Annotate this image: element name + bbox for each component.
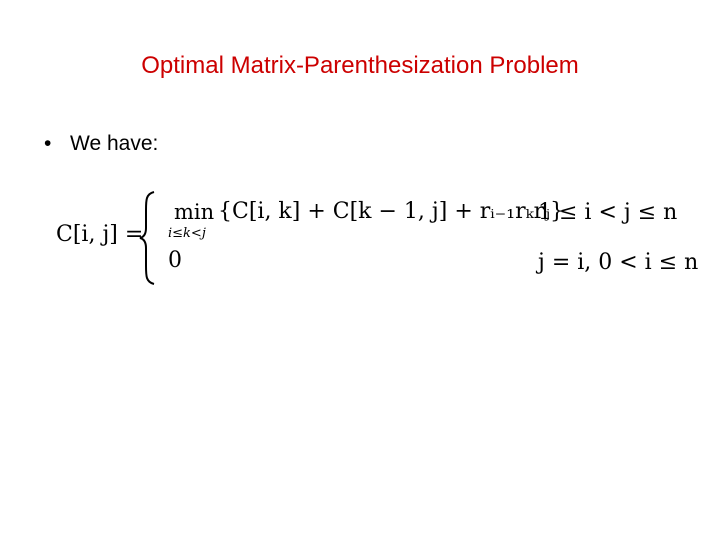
min-subscript: i≤k<j: [168, 226, 206, 241]
case2-condition: j = i, 0 < i ≤ n: [538, 250, 699, 275]
formula-lhs: C[i, j] =: [56, 222, 144, 247]
left-brace: [138, 190, 158, 286]
case1-condition: 1 ≤ i < j ≤ n: [538, 200, 678, 225]
min-operator: min: [174, 200, 215, 224]
slide-title: Optimal Matrix-Parenthesization Problem: [141, 52, 579, 79]
case1-expression: {C[i, k] + C[k − 1, j] + rᵢ₋₁rₖrⱼ}: [218, 199, 564, 224]
bullet-marker: •: [44, 132, 52, 155]
bullet-text: We have:: [70, 132, 159, 155]
case2-value: 0: [168, 248, 182, 273]
